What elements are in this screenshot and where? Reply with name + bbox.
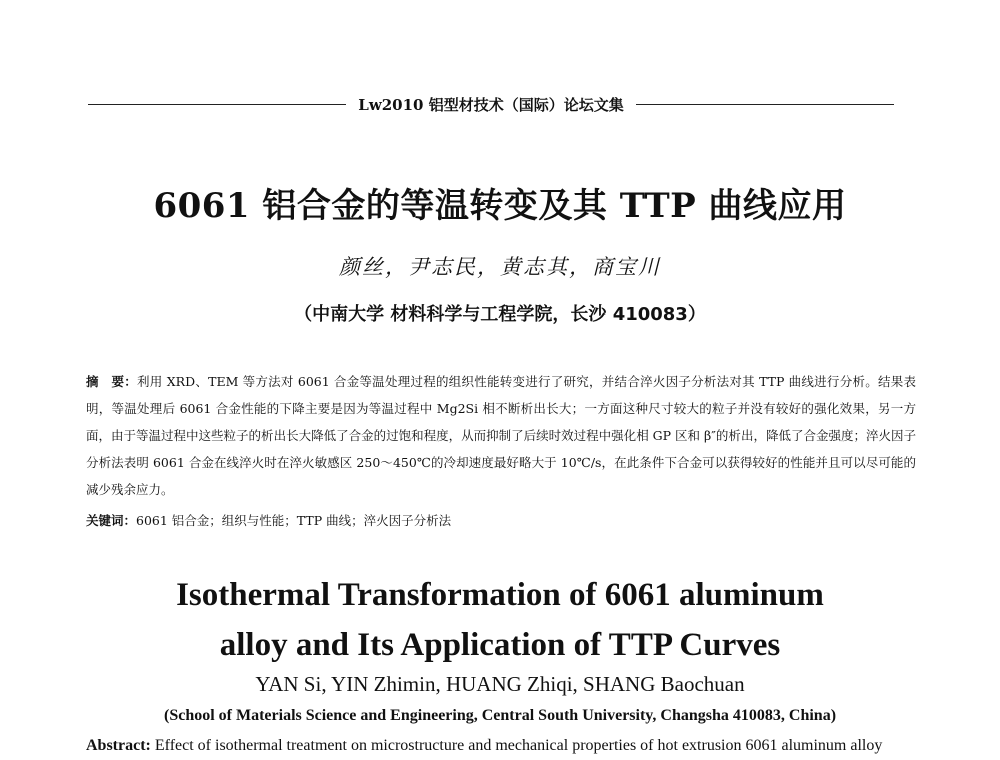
running-header <box>88 94 894 115</box>
abstract-chinese <box>86 368 916 503</box>
authors-chinese: 颜丝，尹志民，黄志其，商宝川 <box>339 255 661 279</box>
abstract-english-text: Effect of isothermal treatment on microstructure and mechanical properties of hot extrusion 6061 aluminum alloy <box>154 737 883 754</box>
header-rule-left <box>88 104 346 105</box>
header-rule-right <box>636 104 894 105</box>
abstract-english-label: Abstract: <box>86 737 151 754</box>
authors-english: YAN Si, YIN Zhimin, HUANG Zhiqi, SHANG Baochuan <box>255 672 745 696</box>
abstract-english <box>86 737 916 755</box>
title-english <box>0 570 1000 670</box>
keywords-chinese-text: 6061 铝合金；组织与性能；TTP 曲线；淬火因子分析法 <box>136 513 452 528</box>
title-english-line2: alloy and Its Application of TTP Curves <box>219 627 781 663</box>
keywords-chinese <box>86 509 916 533</box>
header-text: Lw2010 铝型材技术（国际）论坛文集 <box>358 96 624 114</box>
title-english-line1: Isothermal Transformation of 6061 aluminum <box>176 577 824 613</box>
keywords-chinese-label: 关键词： <box>86 513 137 528</box>
affiliation-english: (School of Materials Science and Engineering, Central South University, Changsha 410083, China) <box>163 707 837 724</box>
title-chinese: 6061 铝合金的等温转变及其 TTP 曲线应用 <box>153 186 847 226</box>
affiliation-chinese: （中南大学 材料科学与工程学院，长沙 410083） <box>294 304 706 325</box>
abstract-chinese-text: 利用 XRD、TEM 等方法对 6061 合金等温处理过程的组织性能转变进行了研究，并结合淬火因子分析法对其 TTP 曲线进行分析。结果表明，等温处理后 6061 合金性能的下降主要是因为等温过程中 Mg2Si 相不断析出长大；一方面这种尺寸较大的粒子并没有较好的强化效果，另一方面，由于等温过程中这些粒子的析出长大降低了合金的过饱和程度，从而抑制了后续时效过程中强化相 GP 区和 β″的析出，降低了合金强度；淬火因子分析法表明 6061 合金在线淬火时在淬火敏感区 250～450℃的冷却速度最好略大于 10℃/s，在此条件下合金可以获得较好的性能并且可以尽可能的减少残余应力。 <box>86 374 916 497</box>
abstract-chinese-label: 摘 要： <box>86 374 138 389</box>
